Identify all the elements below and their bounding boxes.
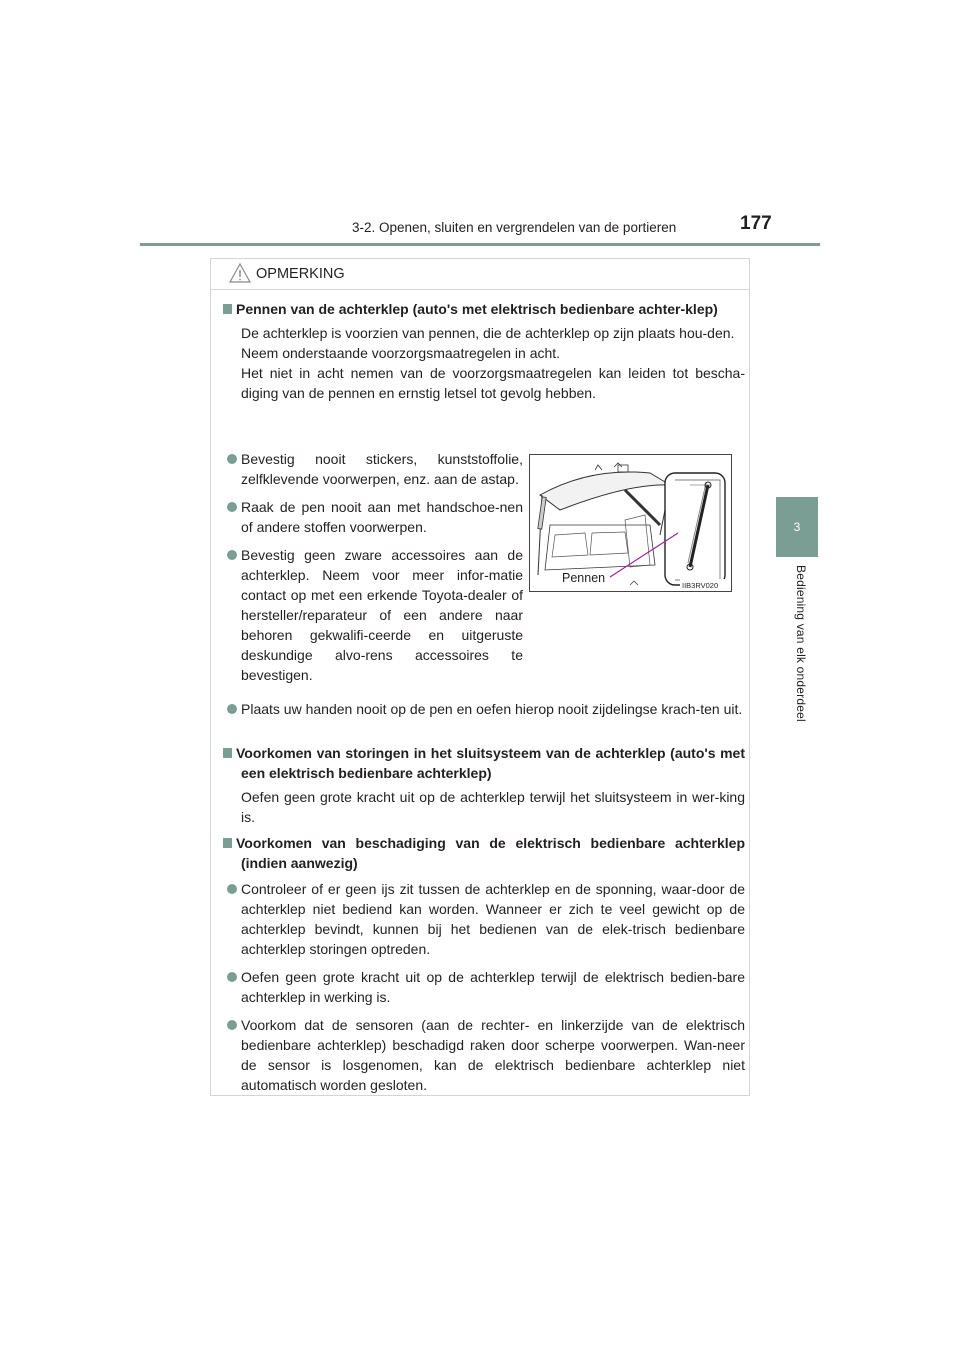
list-item: Plaats uw handen nooit op de pen en oefen hierop nooit zijdelingse krach-ten uit. — [223, 699, 745, 719]
round-bullet-icon — [227, 972, 237, 982]
paragraph: De achterklep is voorzien van pennen, die de achterklep op zijn plaats hou-den. — [241, 325, 735, 341]
figure-code: IIB3RV020 — [682, 581, 719, 590]
square-bullet-icon — [223, 838, 232, 848]
list-item: Voorkom dat de sensoren (aan de rechter- en linkerzijde van de elektrisch bedienbare achterklep) beschadigd raken door scherpe voorwerpen. Wan-neer de sensor is losgenomen, kan de elektrisch bedienbare achterklep niet automatisch worden gesloten. — [223, 1015, 745, 1095]
chapter-title: Bediening van elk onderdeel — [794, 565, 808, 722]
round-bullet-icon — [227, 502, 237, 512]
notice-title: OPMERKING — [256, 266, 345, 282]
chapter-tab — [776, 497, 818, 557]
square-bullet-icon — [223, 748, 232, 758]
round-bullet-icon — [227, 704, 237, 714]
figure-label-pennen: Pennen — [562, 571, 606, 585]
paragraph: Oefen geen grote kracht uit op de achterklep terwijl het sluitsysteem in wer-king is. — [241, 789, 745, 825]
list-item: Bevestig geen zware accessoires aan de achterklep. Neem voor meer infor-matie contact op met een erkende Toyota-dealer of hersteller/reparateur of een andere naar behoren gekwalifi-ceerde en uitgeruste deskundige alvo-rens accessoires te bevestigen. — [223, 545, 523, 685]
section-header: 3-2. Openen, sluiten en vergrendelen van de portieren — [352, 220, 677, 235]
bullet-list — [223, 449, 523, 685]
section-beschadiging — [223, 833, 745, 1095]
tailgate-strut-figure — [529, 454, 732, 592]
list-item: Raak de pen nooit aan met handschoe-nen of andere stoffen voorwerpen. — [223, 497, 523, 537]
section-pennen — [223, 299, 745, 403]
paragraph: Neem onderstaande voorzorgsmaatregelen in acht. — [241, 345, 561, 361]
notice-header — [211, 259, 749, 290]
paragraph: Het niet in acht nemen van de voorzorgsmaatregelen kan leiden tot bescha-diging van de pennen en ernstig letsel tot gevolg hebben. — [241, 365, 745, 401]
page-number: 177 — [740, 213, 772, 234]
list-item: Oefen geen grote kracht uit op de achterklep terwijl de elektrisch bedien-bare achterklep in werking is. — [223, 967, 745, 1007]
chapter-number: 3 — [793, 520, 801, 534]
list-item: Bevestig nooit stickers, kunststoffolie, zelfklevende voorwerpen, enz. aan de astap. — [223, 449, 523, 489]
notice-box — [210, 258, 750, 1096]
section-title: Voorkomen van storingen in het sluitsysteem van de achterklep (auto's met een elektrisch bedienbare achterklep) — [223, 743, 745, 783]
tailgate-illustration — [530, 455, 731, 591]
header-divider — [140, 243, 820, 246]
round-bullet-icon — [227, 550, 237, 560]
list-item: Controleer of er geen ijs zit tussen de achterklep en de sponning, waar-door de achterklep niet bediend kan worden. Wanneer er zich te veel gewicht op de achterklep bevindt, kunnen bij het bedienen van de elek-trisch bedienbare achterklep storingen optreden. — [223, 879, 745, 959]
round-bullet-icon — [227, 1020, 237, 1030]
bullet-list — [223, 699, 745, 719]
warning-triangle-icon — [229, 263, 251, 283]
round-bullet-icon — [227, 454, 237, 464]
square-bullet-icon — [223, 304, 232, 314]
section-title: Pennen van de achterklep (auto's met elektrisch bedienbare achter-klep) — [223, 299, 745, 319]
section-sluitsysteem — [223, 743, 745, 827]
section-title: Voorkomen van beschadiging van de elektrisch bedienbare achterklep (indien aanwezig) — [223, 833, 745, 873]
round-bullet-icon — [227, 884, 237, 894]
